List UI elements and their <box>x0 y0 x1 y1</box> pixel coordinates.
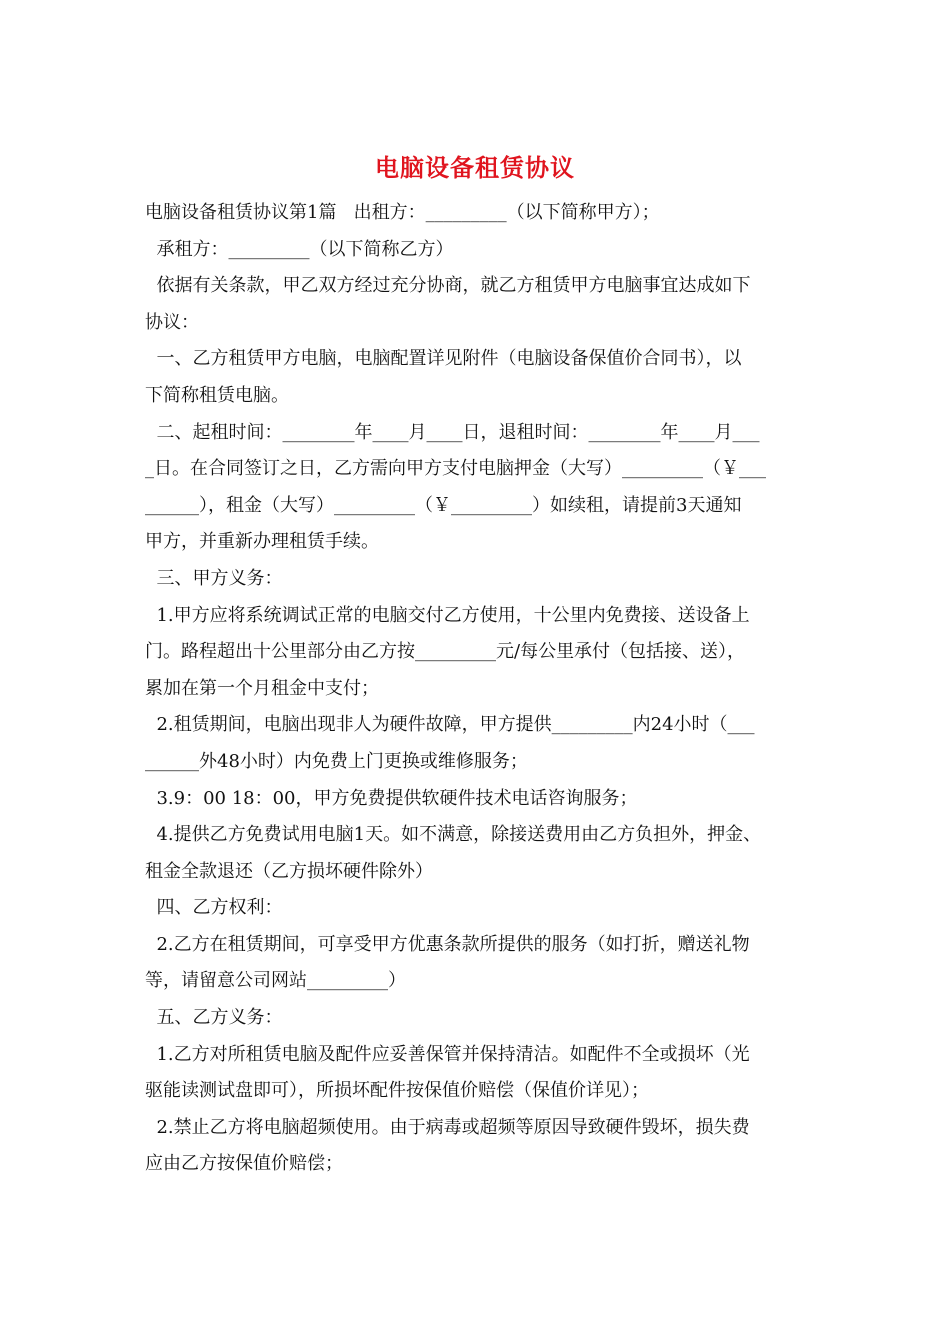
document-line: 协议： <box>145 311 199 333</box>
document-line: 五、乙方义务： <box>145 1007 283 1029</box>
document-line: 四、乙方权利： <box>145 897 283 919</box>
document-line: 甲方，并重新办理租赁手续。 <box>145 531 379 553</box>
document-line: 2.租赁期间，电脑出现非人为硬件故障，甲方提供_________内24小时（___ <box>145 714 755 736</box>
document-line: 应由乙方按保值价赔偿； <box>145 1153 343 1175</box>
document-title: 电脑设备租赁协议 <box>375 153 575 182</box>
document-line: 1.甲方应将系统调试正常的电脑交付乙方使用，十公里内免费接、送设备上 <box>145 604 750 626</box>
document-line: 三、甲方义务： <box>145 567 283 589</box>
document-line: 电脑设备租赁协议第1篇 出租方：_________（以下简称甲方）； <box>145 202 660 223</box>
document-line: 下简称租赁电脑。 <box>145 384 289 406</box>
document-line: 累加在第一个月租金中支付； <box>145 677 379 699</box>
document-line: 承租方：_________（以下简称乙方） <box>145 238 454 260</box>
document-line: 租金全款退还（乙方损坏硬件除外） <box>145 860 433 882</box>
document-body <box>145 195 805 1183</box>
document-line: _日。在合同签订之日，乙方需向甲方支付电脑押金（大写）_________（￥___ <box>145 458 766 480</box>
document-line: 1.乙方对所租赁电脑及配件应妥善保管并保持清洁。如配件不全或损坏（光 <box>145 1043 750 1065</box>
document-line: 二、起租时间：________年____月____日，退租时间：________年____月___ <box>145 421 760 443</box>
document-line: 4.提供乙方免费试用电脑1天。如不满意，除接送费用由乙方负担外，押金、 <box>145 824 762 846</box>
document-line: 门。路程超出十公里部分由乙方按_________元/每公里承付（包括接、送）， <box>145 641 746 663</box>
document-line: 2.乙方在租赁期间，可享受甲方优惠条款所提供的服务（如打折，赠送礼物 <box>145 933 750 955</box>
document-line: ______外48小时）内免费上门更换或维修服务； <box>145 750 528 772</box>
document-line: 等，请留意公司网站_________） <box>145 970 406 992</box>
document-line: 一、乙方租赁甲方电脑，电脑配置详见附件（电脑设备保值价合同书），以 <box>145 348 742 370</box>
document-line: ______），租金（大写）_________（￥_________）如续租，请提前3天通知 <box>145 494 742 516</box>
document-line: 依据有关条款，甲乙双方经过充分协商，就乙方租赁甲方电脑事宜达成如下 <box>145 275 751 297</box>
document-line: 驱能读测试盘即可），所损坏配件按保值价赔偿（保值价详见）； <box>145 1080 649 1102</box>
document-line: 2.禁止乙方将电脑超频使用。由于病毒或超频等原因导致硬件毁坏，损失费 <box>145 1116 750 1138</box>
document-line: 3.9：00 18：00，甲方免费提供软硬件技术电话咨询服务； <box>145 787 638 809</box>
